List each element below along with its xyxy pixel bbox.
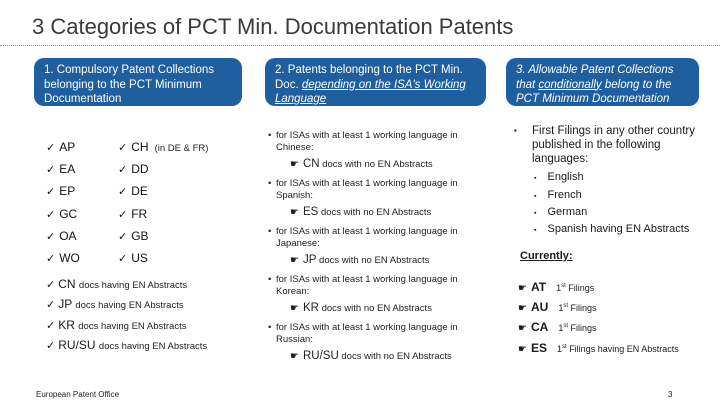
- isa-item-japanese: [268, 226, 488, 267]
- office-de: [118, 184, 148, 198]
- office-ea: [46, 162, 75, 176]
- current-office-es: ☛ ES 1st Filings having EN Abstracts: [518, 341, 679, 355]
- column-3-header-text: 3. Allowable Patent Collections that: [516, 64, 674, 91]
- currently-label: Currently:: [520, 250, 573, 262]
- isa-text: for ISAs with at least 1 working language in Spanish:: [276, 178, 458, 201]
- office-ch: [118, 140, 208, 154]
- checkmark-icon: ✓: [46, 231, 56, 243]
- checkmark-icon: ✓: [118, 164, 128, 176]
- checkmark-icon: ✓: [46, 320, 56, 332]
- pointing-hand-icon: ☛: [290, 351, 299, 362]
- isa-text: for ISAs with at least 1 working language in Russian:: [276, 322, 458, 345]
- square-bullet-icon: ▪: [534, 175, 537, 182]
- office-fr: [118, 207, 147, 221]
- checkmark-icon: ✓: [46, 299, 56, 311]
- isa-text: for ISAs with at least 1 working language in Korean:: [276, 274, 458, 297]
- checkmark-icon: ✓: [46, 186, 56, 198]
- office-oa: [46, 229, 77, 243]
- column-2-header-underlined: depending on the ISA's Working Language: [275, 78, 466, 105]
- checkmark-icon: ✓: [46, 209, 56, 221]
- column-3-header-underlined: conditionally: [538, 78, 602, 91]
- abstract-code: RU/SU: [58, 338, 96, 352]
- bullet-icon: •: [268, 226, 272, 237]
- title-divider: [0, 45, 720, 46]
- checkmark-icon: ✓: [118, 253, 128, 265]
- checkmark-icon: ✓: [46, 340, 56, 352]
- ordinal-suffix: st: [561, 283, 566, 289]
- current-office-text: Filings: [568, 283, 595, 293]
- isa-item-russian: [268, 322, 488, 363]
- office-code: US: [131, 251, 148, 265]
- current-office-code: AU: [530, 300, 549, 314]
- abstract-doc-kr: [46, 318, 186, 332]
- bullet-icon: •: [268, 274, 272, 285]
- bullet-icon: •: [268, 178, 272, 189]
- column-2-header: [265, 58, 486, 106]
- checkmark-icon: ✓: [118, 231, 128, 243]
- office-code: FR: [131, 207, 148, 221]
- checkmark-icon: ✓: [46, 279, 56, 291]
- office-code: DD: [131, 162, 149, 176]
- page-title: 3 Categories of PCT Min. Documentation Patents: [32, 14, 514, 39]
- office-dd: [118, 162, 149, 176]
- pointing-hand-icon: ☛: [518, 323, 527, 334]
- isa-text: for ISAs with at least 1 working language in Japanese:: [276, 226, 458, 249]
- checkmark-icon: ✓: [118, 186, 128, 198]
- isa-sub-text: docs with no EN Abstracts: [341, 351, 452, 362]
- language-label: French: [547, 189, 582, 201]
- ordinal-suffix: st: [563, 303, 568, 309]
- current-office-au: ☛ AU 1st Filings: [518, 300, 597, 314]
- current-office-code: AT: [530, 280, 547, 294]
- abstract-code: CN: [58, 277, 76, 291]
- abstract-text: docs having EN Abstracts: [78, 280, 188, 291]
- pointing-hand-icon: ☛: [290, 207, 299, 218]
- bullet-icon: •: [268, 130, 272, 141]
- office-code: OA: [59, 229, 77, 243]
- abstract-code: KR: [58, 318, 75, 332]
- abstract-doc-jp: [46, 297, 184, 311]
- current-office-ca: ☛ CA 1st Filings: [518, 320, 597, 334]
- abstract-doc-cn: [46, 277, 187, 291]
- office-code: DE: [131, 184, 148, 198]
- language-label: Spanish having EN Abstracts: [547, 223, 690, 235]
- current-office-at: ☛ AT 1st Filings: [518, 280, 595, 294]
- language-label: English: [547, 171, 584, 183]
- checkmark-icon: ✓: [118, 142, 128, 154]
- checkmark-icon: ✓: [46, 164, 56, 176]
- isa-item-chinese: [268, 130, 488, 171]
- checkmark-icon: ✓: [118, 209, 128, 221]
- isa-sub-text: docs with no EN Abstracts: [319, 255, 430, 266]
- language-item: [534, 171, 584, 183]
- isa-text: for ISAs with at least 1 working language in Chinese:: [276, 130, 458, 153]
- column-3-header-rest: belong to the PCT Minimum Documentation: [516, 78, 672, 105]
- office-wo: [46, 251, 80, 265]
- pointing-hand-icon: ☛: [518, 344, 527, 355]
- first-filings-item: [514, 124, 704, 166]
- language-item: [534, 223, 689, 235]
- isa-code: CN: [302, 158, 320, 170]
- ordinal-suffix: st: [563, 323, 568, 329]
- office-code: AP: [59, 140, 76, 154]
- office-us: [118, 251, 148, 265]
- office-code: CH: [131, 140, 149, 154]
- current-office-code: ES: [530, 341, 547, 355]
- isa-item-spanish: [268, 178, 488, 219]
- office-ep: [46, 184, 75, 198]
- office-code: EA: [59, 162, 76, 176]
- page-number: 3: [668, 390, 673, 399]
- current-office-code: CA: [530, 320, 549, 334]
- footer-organization: European Patent Office: [36, 390, 120, 399]
- isa-sub-text: docs with no EN Abstracts: [320, 207, 432, 218]
- language-item: [534, 189, 582, 201]
- pointing-hand-icon: ☛: [290, 303, 299, 314]
- isa-code: RU/SU: [302, 350, 339, 362]
- office-ap: [46, 140, 75, 154]
- abstract-text: docs having EN Abstracts: [78, 321, 187, 332]
- checkmark-icon: ✓: [46, 142, 56, 154]
- isa-code: JP: [302, 254, 317, 266]
- pointing-hand-icon: ☛: [518, 303, 527, 314]
- square-bullet-icon: ▪: [534, 227, 537, 234]
- pointing-hand-icon: ☛: [290, 255, 299, 266]
- office-gc: [46, 207, 77, 221]
- isa-item-korean: [268, 274, 488, 315]
- column-2-header-text: 2. Patents belonging to the PCT Min. Doc.: [275, 64, 463, 91]
- abstract-doc-rusu: [46, 338, 207, 352]
- language-item: [534, 206, 587, 218]
- current-office-text: Filings: [570, 303, 597, 313]
- current-office-text: Filings having EN Abstracts: [569, 344, 679, 354]
- office-code: GB: [131, 229, 149, 243]
- office-code: WO: [59, 251, 80, 265]
- pointing-hand-icon: ☛: [518, 283, 527, 294]
- language-label: German: [547, 206, 588, 218]
- isa-sub-text: docs with no EN Abstracts: [322, 159, 433, 170]
- current-office-text: Filings: [570, 323, 597, 333]
- office-gb: [118, 229, 149, 243]
- first-filings-text: First Filings in any other country published in the following languages:: [532, 125, 695, 165]
- square-bullet-icon: ▪: [514, 126, 517, 135]
- isa-sub-text: docs with no EN Abstracts: [321, 303, 432, 314]
- square-bullet-icon: ▪: [534, 193, 537, 200]
- column-3-header: [506, 58, 699, 106]
- abstract-text: docs having EN Abstracts: [98, 341, 208, 352]
- office-code: GC: [59, 207, 78, 221]
- office-code: EP: [59, 184, 76, 198]
- bullet-icon: •: [268, 322, 272, 333]
- abstract-code: JP: [58, 297, 73, 311]
- abstract-text: docs having EN Abstracts: [75, 300, 184, 311]
- pointing-hand-icon: ☛: [290, 159, 299, 170]
- column-1-header: 1. Compulsory Patent Collections belonging to the PCT Minimum Documentation: [34, 58, 242, 106]
- square-bullet-icon: ▪: [534, 210, 537, 217]
- ordinal-suffix: st: [562, 344, 567, 350]
- office-note: (in DE & FR): [154, 143, 209, 154]
- checkmark-icon: ✓: [46, 253, 56, 265]
- isa-code: KR: [302, 302, 319, 314]
- isa-code: ES: [302, 206, 319, 218]
